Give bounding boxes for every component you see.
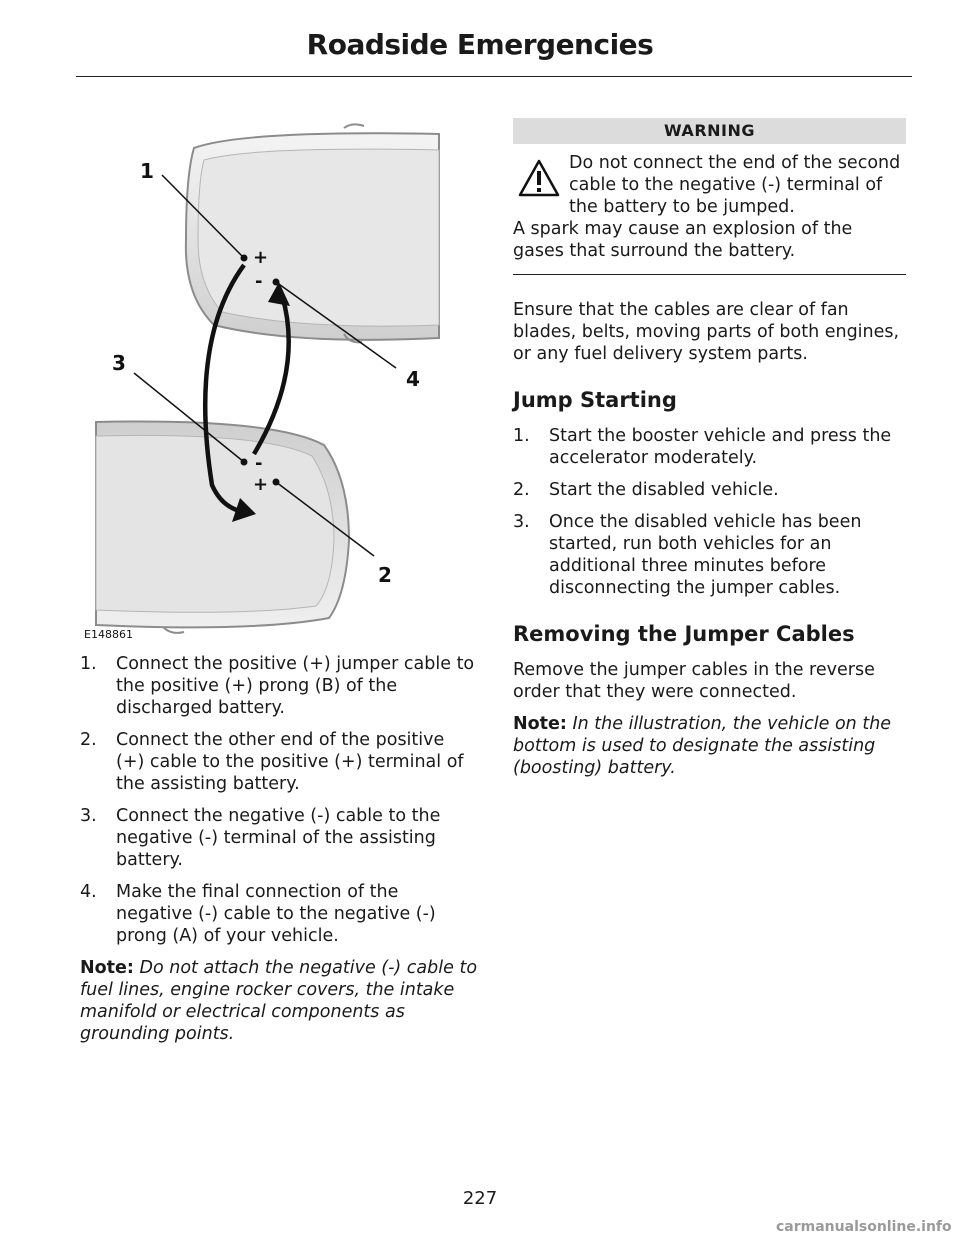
warning-text-first: Do not connect the end of the second cable to the negative (-) terminal of the battery to be jumped. — [569, 153, 901, 217]
connection-steps — [80, 653, 478, 947]
warning-box — [513, 152, 906, 275]
list-item: 1. Start the booster vehicle and press the accelerator moderately. — [513, 426, 892, 468]
callout-3: 3 — [112, 351, 126, 375]
callout-4: 4 — [406, 367, 420, 391]
note-label: Note: — [80, 958, 134, 978]
callout-2: 2 — [378, 563, 392, 587]
bottom-vehicle — [96, 421, 349, 632]
top-positive-sign: + — [253, 247, 269, 268]
page-number: 227 — [462, 1188, 498, 1209]
right-column — [513, 118, 906, 779]
ensure-paragraph: Ensure that the cables are clear of fan blades, belts, moving parts of both engines, or any fuel delivery system parts. — [513, 300, 900, 364]
title-divider — [76, 76, 912, 77]
list-item: 4. Make the final connection of the negative (-) cable to the negative (-) prong (A) of your vehicle. — [80, 882, 436, 946]
list-item: 2. Start the disabled vehicle. — [513, 480, 779, 500]
page-title: Roadside Emergencies — [306, 28, 654, 61]
warning-text-rest: A spark may cause an explosion of the gases that surround the battery. — [513, 219, 853, 261]
bottom-positive-sign: + — [253, 474, 269, 495]
remove-paragraph: Remove the jumper cables in the reverse order that they were connected. — [513, 660, 875, 702]
watermark: carmanualsonline.info — [776, 1219, 952, 1235]
top-negative-sign: - — [255, 271, 263, 292]
figure-code: E148861 — [84, 628, 133, 641]
top-vehicle — [186, 124, 439, 342]
left-column — [80, 653, 478, 1045]
note-label: Note: — [513, 714, 567, 734]
jump-start-illustration — [84, 120, 446, 642]
list-item: 3. Connect the negative (-) cable to the negative (-) terminal of the assisting battery. — [80, 806, 441, 870]
bottom-negative-sign: - — [255, 453, 263, 474]
grounding-note — [80, 957, 478, 1045]
jump-steps — [513, 425, 906, 599]
note-text: In the illustration, the vehicle on the bottom is used to designate the assisting (boosting) battery. — [513, 714, 892, 778]
note-text: Do not attach the negative (-) cable to fuel lines, engine rocker covers, the intake manifold or electrical components as grounding points. — [80, 958, 478, 1044]
list-item: 3. Once the disabled vehicle has been started, run both vehicles for an additional three minutes before disconnecting the jumper cables. — [513, 512, 862, 598]
warning-header: WARNING — [513, 118, 906, 144]
list-item: 1. Connect the positive (+) jumper cable to the positive (+) prong (B) of the discharged battery. — [80, 654, 475, 718]
warning-divider — [513, 274, 906, 275]
callout-1: 1 — [140, 159, 154, 183]
warning-triangle-icon — [517, 158, 561, 198]
list-item: 2. Connect the other end of the positive (+) cable to the positive (+) terminal of the assisting battery. — [80, 730, 464, 794]
illustration-note — [513, 713, 906, 779]
jump-starting-heading: Jump Starting — [513, 388, 677, 412]
removing-cables-heading: Removing the Jumper Cables — [513, 622, 855, 646]
